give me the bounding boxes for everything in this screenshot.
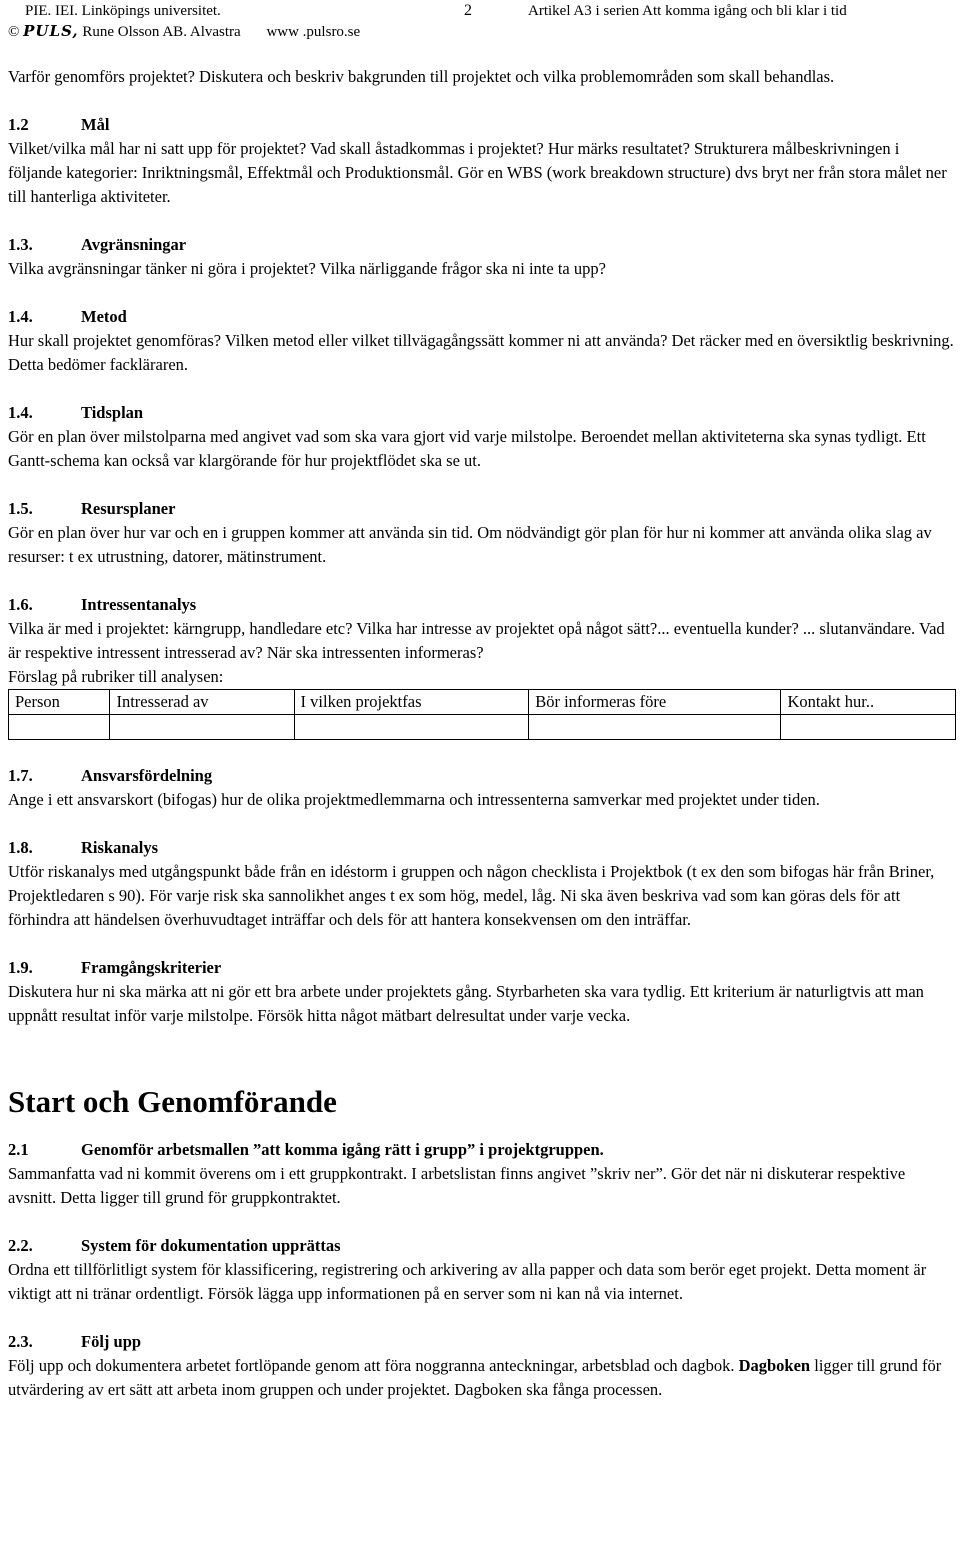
section-heading: 1.4. Metod — [8, 307, 127, 326]
section-follow-up — [8, 1330, 956, 1402]
section-text: Vilka är med i projektet: kärngrupp, handledare etc? Vilka har intresse av projektet opå något sätt?... eventuella kunder? ... slutanvändare. Vad är respektive intressent intresserad av? När ska intressenten informeras? — [8, 619, 945, 662]
header-website: www .pulsro.se — [266, 24, 361, 40]
section-heading: 1.4. Tidsplan — [8, 403, 144, 422]
section-responsibilities — [8, 764, 956, 812]
table-cell — [9, 715, 110, 740]
section-stakeholder-analysis — [8, 593, 956, 740]
section-text: Gör en plan över milstolparna med angivet vad som ska vara gjort vid varje milstolpe. Beroendet mellan aktiviteterna ska synas tydligt. Ett Gantt-schema kan också var klargörande för hur projektflödet ska se ut. — [8, 427, 926, 470]
table-header-row — [9, 690, 956, 715]
section-heading: 1.5. Resursplaner — [8, 499, 176, 518]
section-text: Hur skall projektet genomföras? Vilken metod eller vilket tillvägagångssätt kommer ni att använda? Det räcker med en översiktlig beskrivning. Detta bedömer fackläraren. — [8, 331, 954, 374]
section-heading: 1.9. Framgångskriterier — [8, 958, 222, 977]
section-resources — [8, 497, 956, 569]
table-header-cell: Intresserad av — [110, 690, 294, 715]
stakeholder-table — [8, 689, 956, 740]
table-header-cell: I vilken projektfas — [294, 690, 529, 715]
header-university: PIE. IEI. Linköpings universitet. — [25, 3, 221, 19]
table-intro: Förslag på rubriker till analysen: — [8, 667, 224, 686]
bold-keyword: Dagboken — [738, 1356, 811, 1375]
table-header-cell: Bör informeras före — [529, 690, 781, 715]
table-header-cell: Kontakt hur.. — [781, 690, 956, 715]
table-cell — [529, 715, 781, 740]
section-text: Gör en plan över hur var och en i gruppen kommer att använda sin tid. Om nödvändigt gör plan för hur ni kommer att använda olika slag av resurser: t ex utrustning, datorer, mätinstrument. — [8, 523, 932, 566]
section-heading: 1.7. Ansvarsfördelning — [8, 766, 213, 785]
section-heading: 2.1 Genomför arbetsmallen ”att komma igång rätt i grupp” i projektgruppen. — [8, 1140, 604, 1159]
section-success-criteria — [8, 956, 956, 1028]
table-cell — [781, 715, 956, 740]
header-company-line — [8, 21, 360, 42]
table-cell — [110, 715, 294, 740]
table-cell — [294, 715, 529, 740]
chapter-title: Start och Genomförande — [8, 1084, 337, 1119]
section-heading: 2.2. System för dokumentation upprättas — [8, 1236, 341, 1255]
section-group-template — [8, 1138, 956, 1210]
intro-paragraph: Varför genomförs projektet? Diskutera och beskriv bakgrunden till projektet och vilka problemområden som skall behandlas. — [8, 67, 835, 86]
section-text: Diskutera hur ni ska märka att ni gör ett bra arbete under projektets gång. Styrbarheten ska vara tydlig. Ett kriterium är naturligtvis att man uppnått resultat inför varje milstolpe. Försök hitta något mätbart delresultat under varje vecka. — [8, 982, 924, 1025]
section-heading: 1.6. Intressentanalys — [8, 595, 197, 614]
table-row — [9, 715, 956, 740]
section-text: Ange i ett ansvarskort (bifogas) hur de olika projektmedlemmarna och intressenterna samverkar med projektet under tiden. — [8, 790, 820, 809]
section-heading: 1.3. Avgränsningar — [8, 235, 187, 254]
section-text: Ordna ett tillförlitligt system för klassificering, registrering och arkivering av alla papper och data som berör eget projekt. Detta moment är viktigt att ni tränar ordentligt. Försök lägga upp informationen på en server som ni kan nå via internet. — [8, 1260, 927, 1303]
section-text: Följ upp och dokumentera arbetet fortlöpande genom att föra noggranna anteckningar, arbetsblad och dagbok. Dagboken ligger till grund för utvärdering av ert sätt att arbeta inom gruppen och under projektet. Dagboken ska fånga processen. — [8, 1356, 942, 1399]
puls-logo: PULS, — [23, 22, 79, 40]
section-goals — [8, 113, 956, 209]
header-company: Rune Olsson AB. Alvastra — [82, 24, 241, 40]
section-schedule — [8, 401, 956, 473]
page-number: 2 — [464, 2, 472, 19]
table-header-cell: Person — [9, 690, 110, 715]
header-series-title: Artikel A3 i serien Att komma igång och bli klar i tid — [528, 3, 847, 19]
document-page — [8, 0, 956, 1402]
copyright-icon: © — [8, 24, 20, 40]
section-heading: 1.2 Mål — [8, 115, 110, 134]
section-text: Utför riskanalys med utgångspunkt både från en idéstorm i gruppen och någon checklista i Projektbok (t ex den som bifogas här från Briner, Projektledaren s 90). För varje risk ska sannolikhet anges t ex som hög, medel, låg. Ni ska även beskriva vad som kan göras dels för att förhindra att händelsen överhuvudtaget inträffar och dels för att hantera konsekvensen om den inträffar. — [8, 862, 935, 929]
section-heading: 2.3. Följ upp — [8, 1332, 142, 1351]
section-risk-analysis — [8, 836, 956, 932]
section-documentation-system — [8, 1234, 956, 1306]
section-delimitations — [8, 233, 956, 281]
page-header — [8, 0, 956, 42]
section-method — [8, 305, 956, 377]
section-text: Vilka avgränsningar tänker ni göra i projektet? Vilka närliggande frågor ska ni inte ta upp? — [8, 259, 606, 278]
section-text: Vilket/vilka mål har ni satt upp för projektet? Vad skall åstadkommas i projektet? Hur märks resultatet? Strukturera målbeskrivningen i följande kategorier: Inriktningsmål, Effektmål och Produktionsmål. Gör en WBS (work breakdown structure) dvs bryt ner från stora målet ner till hanterliga aktiviteter. — [8, 139, 947, 206]
section-heading: 1.8. Riskanalys — [8, 838, 159, 857]
section-text: Sammanfatta vad ni kommit överens om i ett gruppkontrakt. I arbetslistan finns angivet ”skriv ner”. Gör det när ni diskuterar respektive avsnitt. Detta ligger till grund för gruppkontraktet. — [8, 1164, 906, 1207]
